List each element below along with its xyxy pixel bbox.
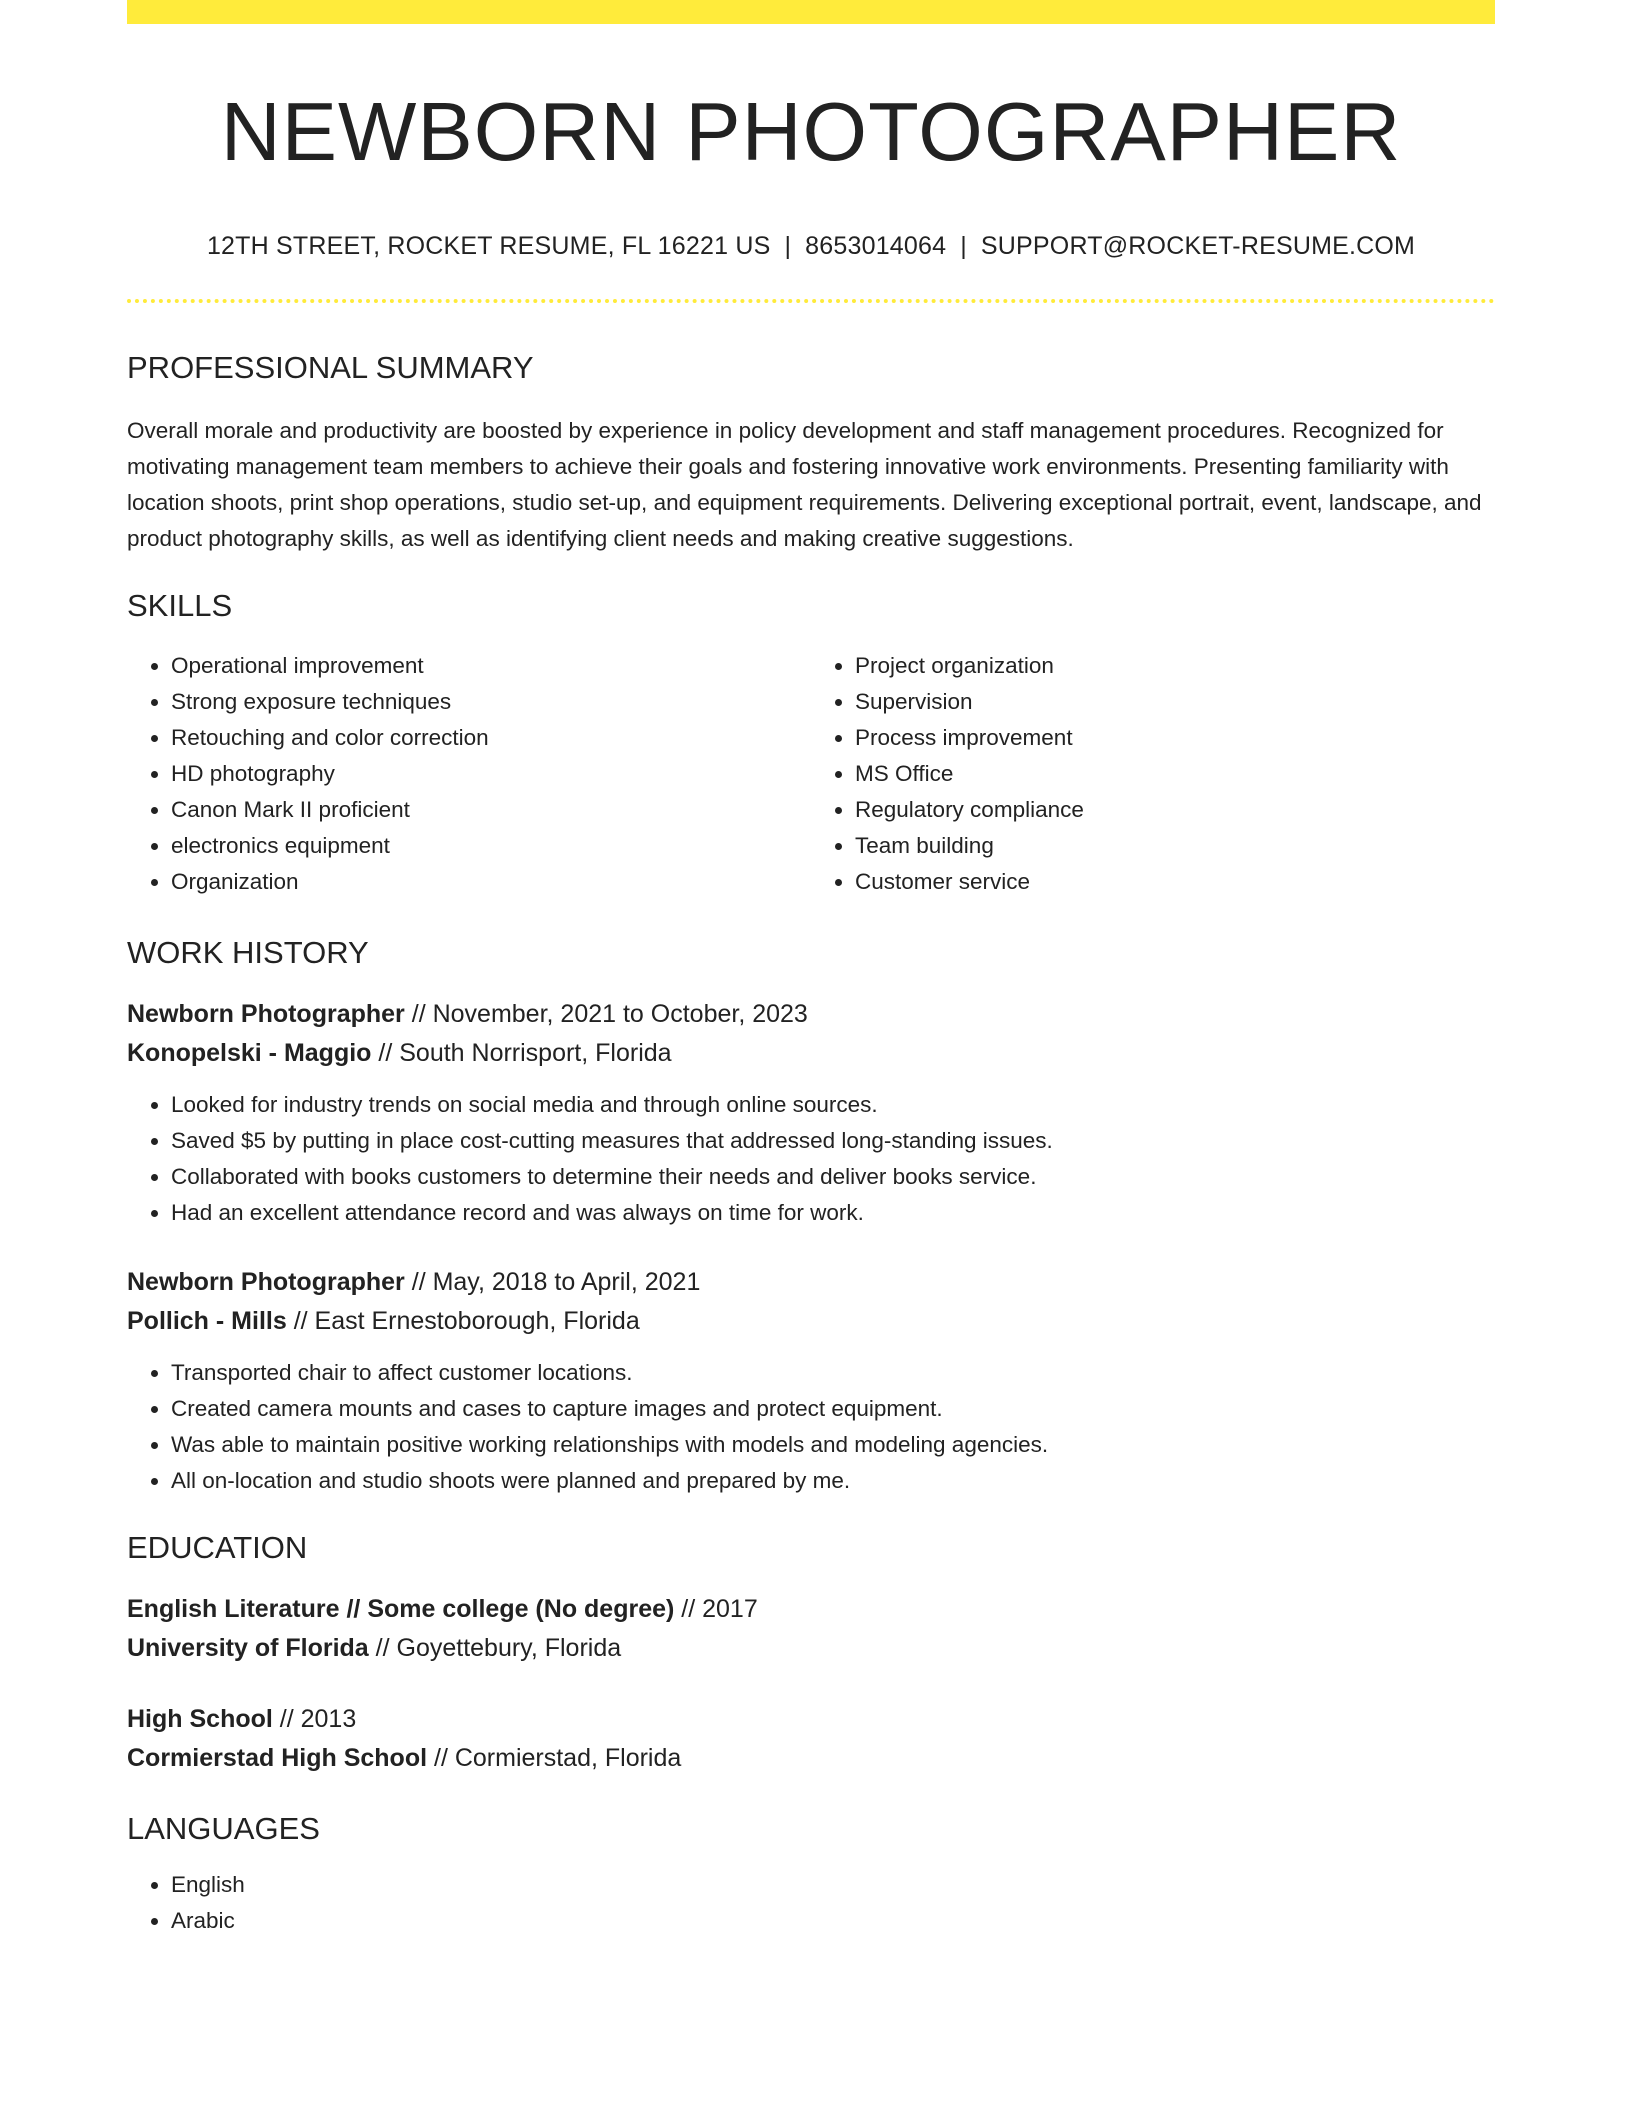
contact-separator: | xyxy=(960,232,967,261)
skills-columns xyxy=(127,648,1495,900)
skills-heading: SKILLS xyxy=(127,587,233,623)
language-item: • Arabic xyxy=(171,1903,1495,1939)
job-title-line xyxy=(127,1263,1495,1302)
job-bullet: • Looked for industry trends on social media and through online sources. xyxy=(171,1087,1495,1123)
contact-email: SUPPORT@ROCKET-RESUME.COM xyxy=(980,232,1416,261)
education-heading: EDUCATION xyxy=(127,1530,308,1565)
skill-item: • MS Office xyxy=(855,756,1495,792)
job-title-line xyxy=(127,995,1495,1034)
education-degree-line xyxy=(127,1590,1495,1629)
dotted-divider xyxy=(127,299,1495,303)
languages-heading: LANGUAGES xyxy=(127,1811,320,1847)
work-history-heading: WORK HISTORY xyxy=(127,934,369,970)
resume-page xyxy=(127,0,1495,1939)
job-entry xyxy=(127,1263,1495,1499)
skill-item: • Canon Mark II proficient xyxy=(171,792,811,828)
education-year: // 2013 xyxy=(272,1705,357,1734)
job-bullets xyxy=(127,1355,1495,1499)
skill-item: • Team building xyxy=(855,828,1495,864)
education-school-line xyxy=(127,1629,1495,1668)
skill-item: • electronics equipment xyxy=(171,828,811,864)
skill-item: • Project organization xyxy=(855,648,1495,684)
education-entry xyxy=(127,1700,1495,1778)
education-school: University of Florida xyxy=(127,1634,369,1663)
skill-item: • Supervision xyxy=(855,684,1495,720)
skill-item: • Customer service xyxy=(855,864,1495,900)
job-bullet: • Had an excellent attendance record and was always on time for work. xyxy=(171,1195,1495,1231)
contact-line xyxy=(127,231,1495,261)
job-entry xyxy=(127,995,1495,1231)
education-school: Cormierstad High School xyxy=(127,1744,428,1773)
job-bullet: • All on-location and studio shoots were planned and prepared by me. xyxy=(171,1463,1495,1499)
job-company: Pollich - Mills xyxy=(127,1307,287,1335)
education-degree: English Literature // Some college (No degree) xyxy=(127,1595,675,1624)
summary-heading: PROFESSIONAL SUMMARY xyxy=(127,350,534,386)
job-role: Newborn Photographer xyxy=(127,1000,405,1028)
skill-item: • Operational improvement xyxy=(171,648,811,684)
skill-item: • Regulatory compliance xyxy=(855,792,1495,828)
skill-item: • HD photography xyxy=(171,756,811,792)
job-bullets xyxy=(127,1087,1495,1231)
contact-phone: 8653014064 xyxy=(805,232,947,261)
job-bullet: • Transported chair to affect customer locations. xyxy=(171,1355,1495,1391)
education-year: // 2017 xyxy=(674,1595,758,1624)
job-bullet: • Created camera mounts and cases to capture images and protect equipment. xyxy=(171,1391,1495,1427)
skill-item: • Process improvement xyxy=(855,720,1495,756)
skills-right-list xyxy=(811,648,1495,900)
education-school-line xyxy=(127,1739,1495,1778)
job-dates: // May, 2018 to April, 2021 xyxy=(404,1268,701,1296)
job-bullet: • Collaborated with books customers to determine their needs and deliver books service. xyxy=(171,1159,1495,1195)
skill-item: • Retouching and color correction xyxy=(171,720,811,756)
job-location: // South Norrisport, Florida xyxy=(371,1039,672,1067)
job-location: // East Ernestoborough, Florida xyxy=(286,1307,640,1335)
education-degree-line xyxy=(127,1700,1495,1739)
skill-item: • Strong exposure techniques xyxy=(171,684,811,720)
job-bullet: • Was able to maintain positive working relationships with models and modeling agencies. xyxy=(171,1427,1495,1463)
top-accent-bar xyxy=(127,0,1495,24)
contact-address: 12TH STREET, ROCKET RESUME, FL 16221 US xyxy=(206,232,771,261)
job-role: Newborn Photographer xyxy=(127,1268,405,1296)
contact-separator: | xyxy=(784,232,792,261)
job-company-line xyxy=(127,1034,1495,1073)
job-bullet: • Saved $5 by putting in place cost-cutting measures that addressed long-standing issues. xyxy=(171,1123,1495,1159)
candidate-name: NEWBORN PHOTOGRAPHER xyxy=(220,85,1402,178)
languages-list xyxy=(127,1867,1495,1939)
education-entry xyxy=(127,1590,1495,1668)
job-dates: // November, 2021 to October, 2023 xyxy=(404,1000,808,1028)
education-location: // Cormierstad, Florida xyxy=(427,1744,682,1773)
summary-text: Overall morale and productivity are boosted by experience in policy development and staff management procedures. Recognized for motivating management team members to achieve their goals and fostering innovative work environments. Presenting familiarity with location shoots, print shop operations, studio set-up, and equipment requirements. Delivering exceptional portrait, event, landscape, and product photography skills, as well as identifying client needs and making creative suggestions. xyxy=(127,417,1482,551)
job-company-line xyxy=(127,1302,1495,1341)
education-location: // Goyettebury, Florida xyxy=(368,1634,622,1663)
skills-left-list xyxy=(127,648,811,900)
language-item: • English xyxy=(171,1867,1495,1903)
skill-item: • Organization xyxy=(171,864,811,900)
job-company: Konopelski - Maggio xyxy=(127,1039,372,1067)
education-degree: High School xyxy=(127,1705,273,1734)
